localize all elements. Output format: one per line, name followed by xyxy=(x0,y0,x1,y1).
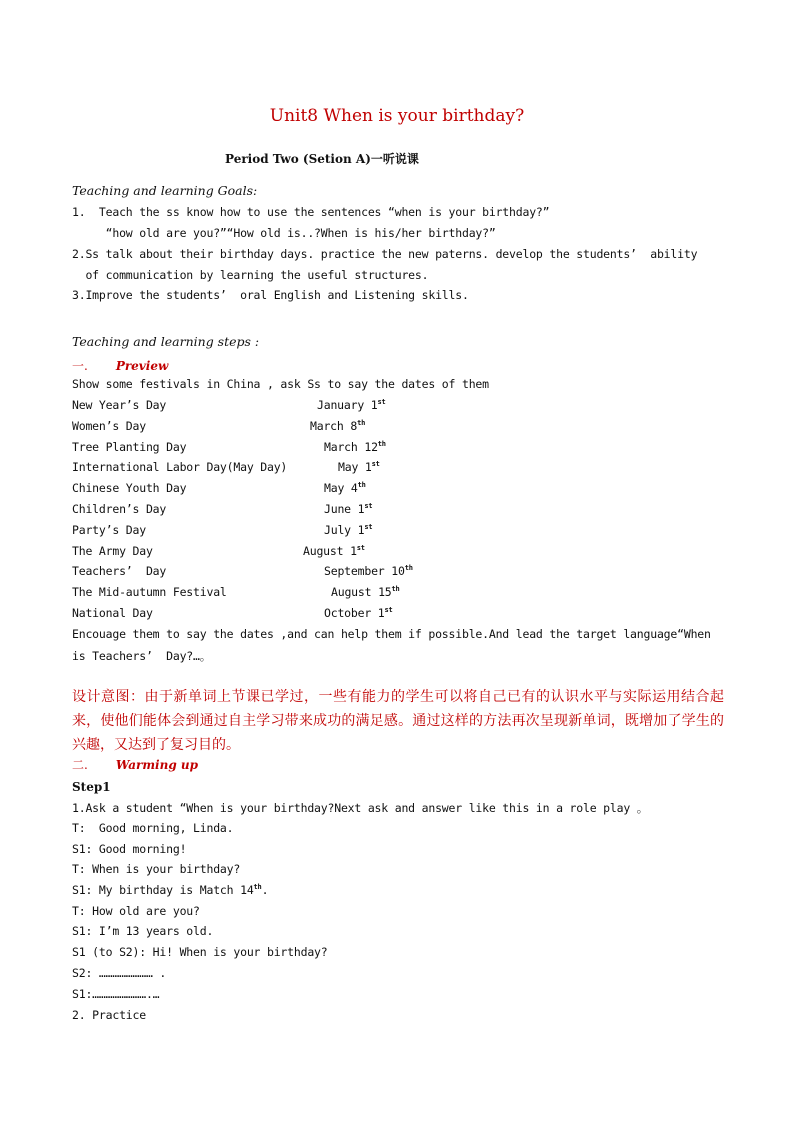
goals-heading: Teaching and learning Goals: xyxy=(72,183,258,198)
dialogue-line: S1:…………………….… xyxy=(72,987,160,1001)
ordinal-suffix: th xyxy=(391,585,400,593)
festival-name: Women’s Day xyxy=(72,419,146,433)
ordinal-suffix: st xyxy=(356,544,365,552)
festival-name: Teachers’ Day xyxy=(72,564,167,578)
ordinal-suffix: st xyxy=(371,460,380,468)
ordinal-suffix: th xyxy=(357,419,366,427)
festival-name: The Mid-autumn Festival xyxy=(72,585,227,599)
festival-date xyxy=(324,564,413,578)
festival-date-text: October 1 xyxy=(324,606,385,620)
ordinal-suffix: st xyxy=(364,502,373,510)
step-heading: Step1 xyxy=(72,780,111,794)
dialogue-line: S2: …………………… . xyxy=(72,966,167,980)
festival-date xyxy=(310,419,365,433)
festival-date-text: June 1 xyxy=(324,502,365,516)
festival-name: The Army Day xyxy=(72,544,153,558)
goal-line: 3.Improve the students’ oral English and Listening skills. xyxy=(72,288,469,302)
ordinal-suffix: th xyxy=(357,481,366,489)
encourage-line: is Teachers’ Day?…。 xyxy=(72,649,212,663)
ordinal-suffix: st xyxy=(384,606,393,614)
dialogue-line: S1: Good morning! xyxy=(72,842,187,856)
design-note: 设计意图：由于新单词上节课已学过，一些有能力的学生可以将自己已有的认识水平与实际运用结合起来，使他们能体会到通过自主学习带来成功的满足感。通过这样的方法再次呈现新单词，既增加了学生的兴趣，又达到了复习目的。 xyxy=(72,689,724,753)
goal-line: of communication by learning the useful structures. xyxy=(72,268,429,282)
dialogue-line: T: Good morning, Linda. xyxy=(72,821,234,835)
preview-heading xyxy=(72,357,168,374)
festival-date-text: August 15 xyxy=(331,585,392,599)
dialogue-text: S1: My birthday is Match 14 xyxy=(72,883,254,897)
goal-line: 2.Ss talk about their birthday days. practice the new paterns. develop the students’ ability xyxy=(72,247,698,261)
festival-date-text: September 10 xyxy=(324,564,405,578)
festival-date-text: August 1 xyxy=(303,544,357,558)
festival-date xyxy=(324,481,366,495)
festival-date-text: July 1 xyxy=(324,523,365,537)
festival-name: Party’s Day xyxy=(72,523,146,537)
encourage-line: Encouage them to say the dates ,and can help them if possible.And lead the target language“When xyxy=(72,627,711,641)
dialogue-line: 2. Practice xyxy=(72,1008,146,1022)
section-label: Preview xyxy=(115,359,169,373)
festival-date-text: January 1 xyxy=(317,398,378,412)
festival-date-text: March 12 xyxy=(324,440,378,454)
festival-date xyxy=(324,523,372,537)
ordinal-suffix: th xyxy=(377,440,386,448)
dialogue-line-birthday xyxy=(72,883,268,897)
festival-date xyxy=(324,502,372,516)
dialogue-tail: . xyxy=(261,883,269,897)
ordinal-suffix: th xyxy=(253,883,262,891)
steps-heading: Teaching and learning steps : xyxy=(72,334,260,349)
dialogue-line: S1 (to S2): Hi! When is your birthday? xyxy=(72,945,328,959)
festival-name: Children’s Day xyxy=(72,502,167,516)
festival-date xyxy=(317,398,386,412)
preview-intro: Show some festivals in China , ask Ss to say the dates of them xyxy=(72,377,489,391)
festival-date xyxy=(303,544,365,558)
festival-date-text: March 8 xyxy=(310,419,358,433)
festival-date xyxy=(324,606,393,620)
dialogue-line: T: How old are you? xyxy=(72,904,200,918)
festival-date xyxy=(324,440,386,454)
warming-heading xyxy=(72,756,198,773)
period-subtitle: Period Two (Setion A)一听说课 xyxy=(225,152,419,166)
goal-line: “how old are you?”“How old is..?When is his/her birthday?” xyxy=(72,226,496,240)
goal-line: 1. Teach the ss know how to use the sentences “when is your birthday?” xyxy=(72,205,550,219)
document-title: Unit8 When is your birthday? xyxy=(269,106,525,126)
festival-date-text: May 4 xyxy=(324,481,358,495)
festival-name: National Day xyxy=(72,606,153,620)
dialogue-line: T: When is your birthday? xyxy=(72,862,241,876)
festival-name: Tree Planting Day xyxy=(72,440,187,454)
section-number: 二. xyxy=(72,758,88,772)
festival-date xyxy=(331,585,400,599)
dialogue-line: 1.Ask a student “When is your birthday?Next ask and answer like this in a role play 。 xyxy=(72,801,649,815)
dialogue-line: S1: I’m 13 years old. xyxy=(72,924,214,938)
festival-name: International Labor Day(May Day) xyxy=(72,460,288,474)
ordinal-suffix: st xyxy=(364,523,373,531)
ordinal-suffix: th xyxy=(404,564,413,572)
section-label: Warming up xyxy=(115,758,199,772)
ordinal-suffix: st xyxy=(377,398,386,406)
festival-name: New Year’s Day xyxy=(72,398,167,412)
festival-date xyxy=(338,460,380,474)
festival-name: Chinese Youth Day xyxy=(72,481,187,495)
festival-date-text: May 1 xyxy=(338,460,372,474)
section-number: 一. xyxy=(72,359,88,373)
